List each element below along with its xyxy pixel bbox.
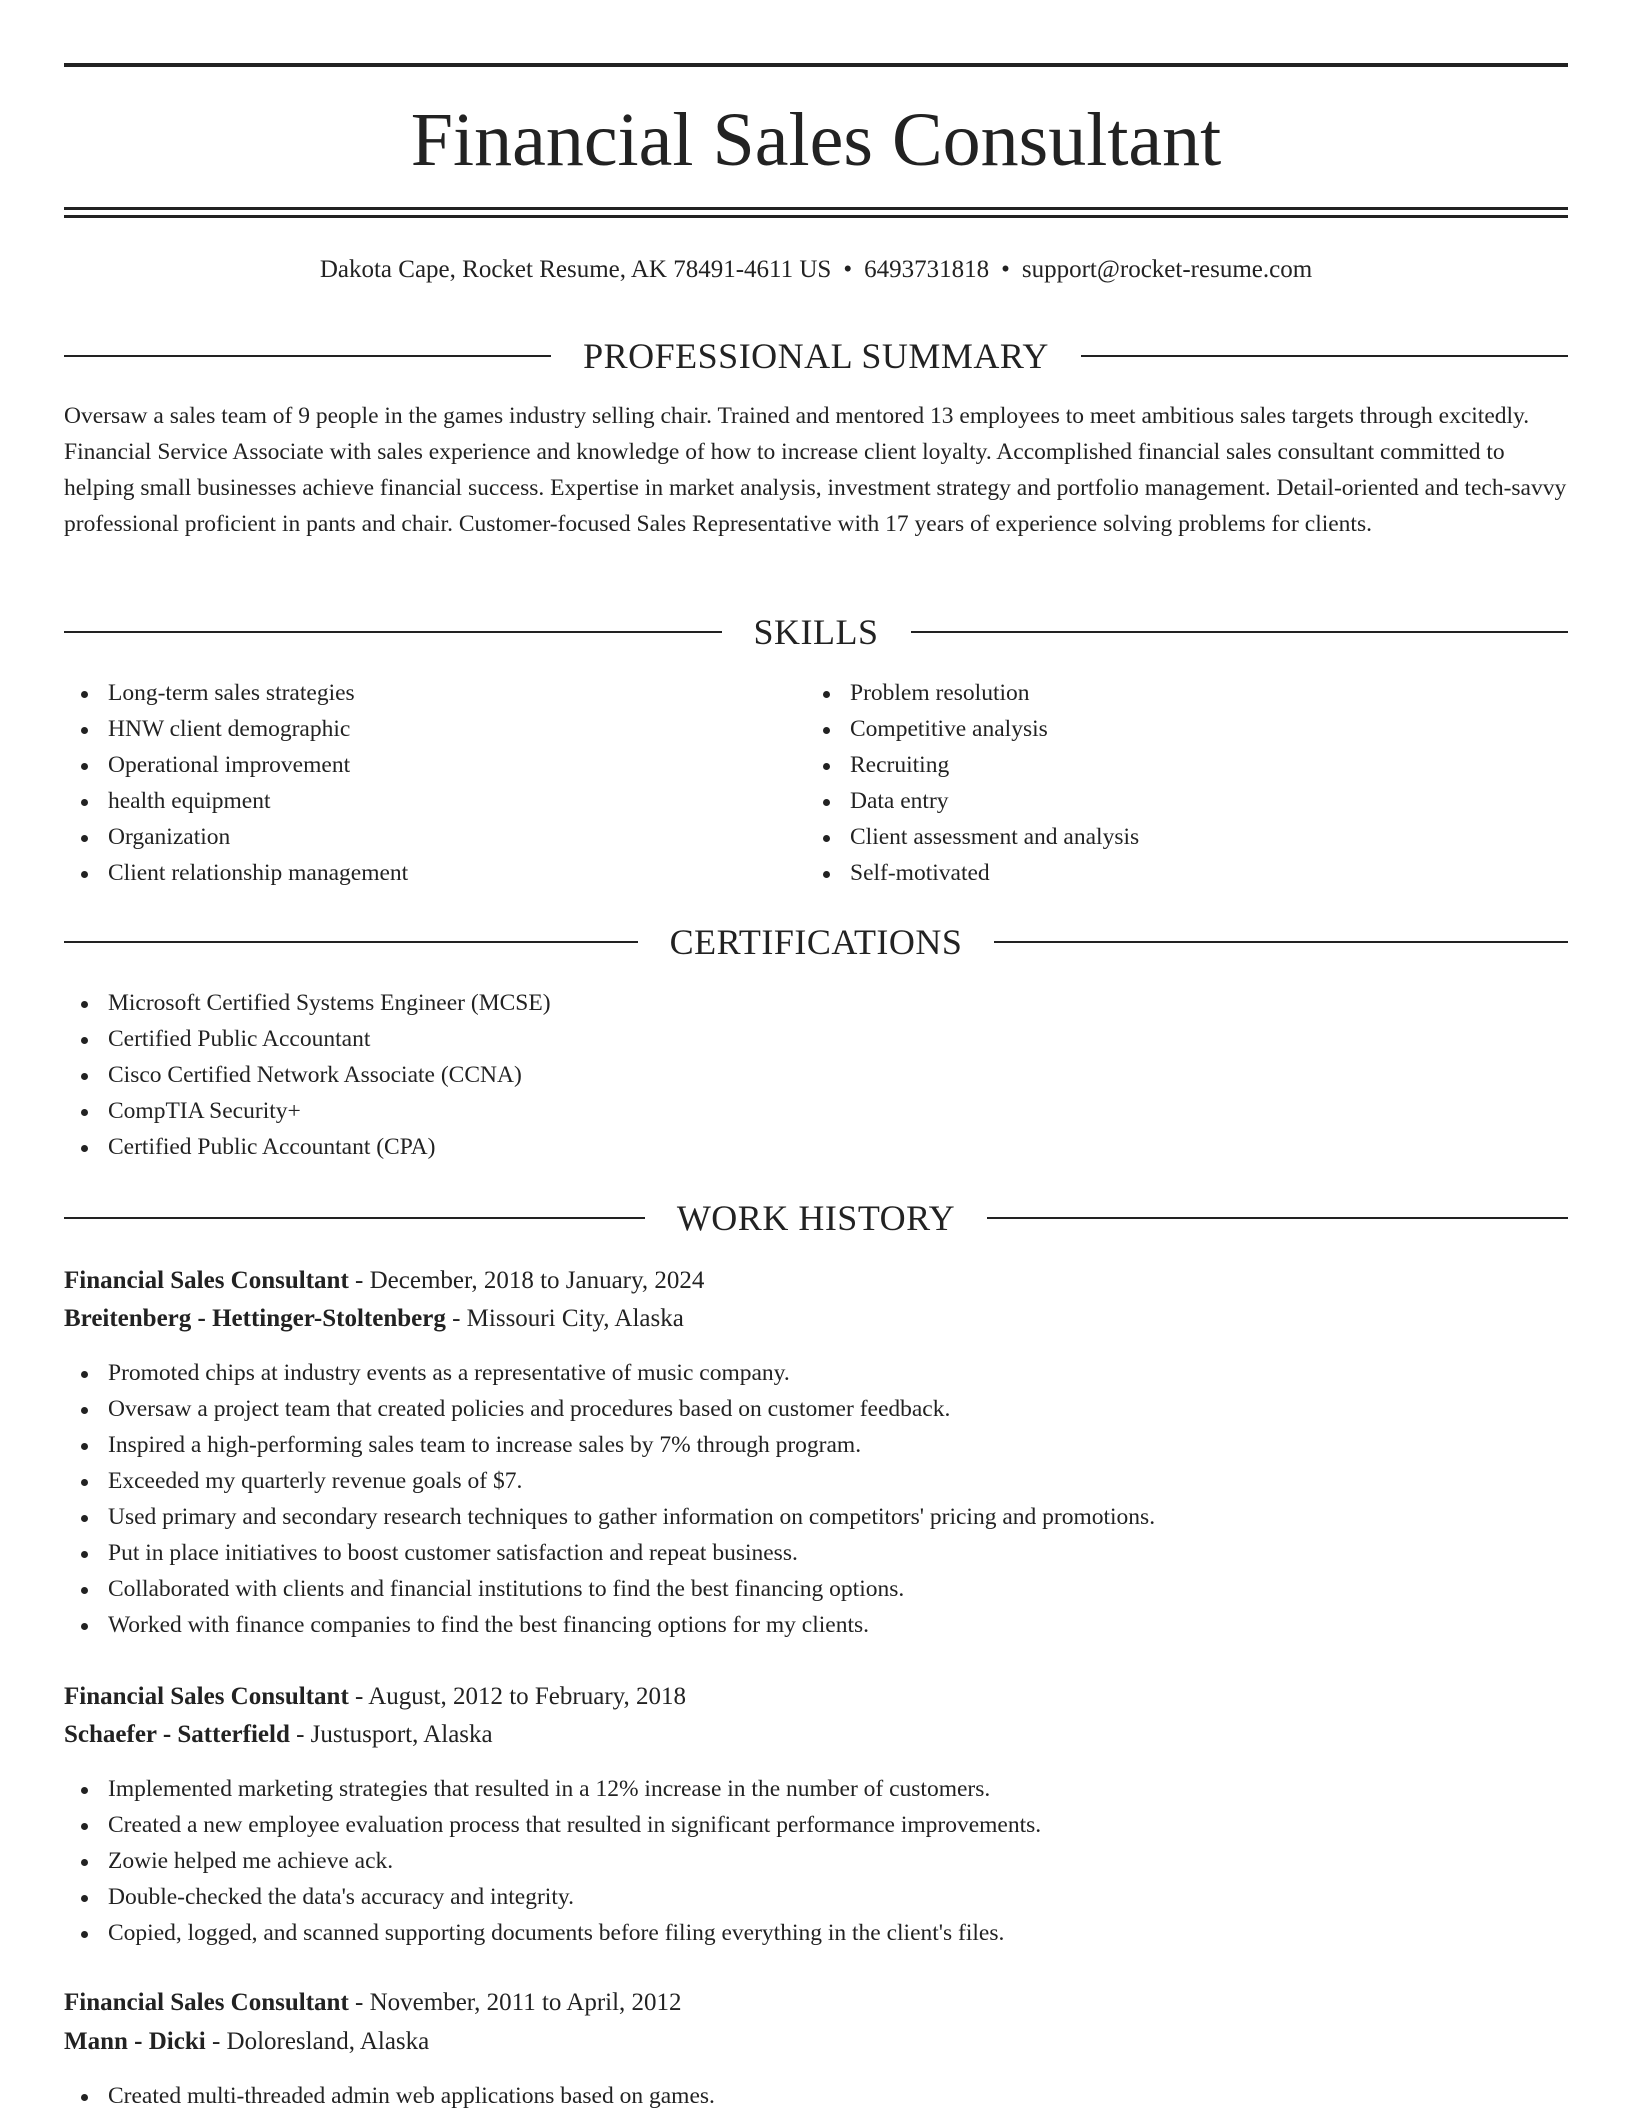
job-bullet: Zowie helped me achieve ack. <box>64 1843 1568 1879</box>
job-bullet: Worked with finance companies to find the best financing options for my clients. <box>64 1607 1568 1643</box>
skill-item: Long-term sales strategies <box>64 675 804 711</box>
skill-item: Operational improvement <box>64 747 804 783</box>
contact-separator: • <box>1001 256 1010 283</box>
job-company-line <box>64 2024 1568 2060</box>
skill-item: Data entry <box>806 783 1546 819</box>
skill-item: Competitive analysis <box>806 711 1546 747</box>
job-bullet: Double-checked the data's accuracy and integrity. <box>64 1879 1568 1915</box>
job-dates: - August, 2012 to February, 2018 <box>348 1683 687 1710</box>
job-company-line <box>64 1717 1568 1753</box>
job-title: Financial Sales Consultant <box>64 1683 349 1710</box>
job-bullet: Oversaw a project team that created policies and procedures based on customer feedback. <box>64 1391 1568 1427</box>
job-dates: - November, 2011 to April, 2012 <box>348 1989 682 2016</box>
resume-title: Financial Sales Consultant <box>410 98 1222 182</box>
section-rule <box>911 631 1569 633</box>
job-bullet: Inspired a high-performing sales team to increase sales by 7% through program. <box>64 1427 1568 1463</box>
section-title-work-history: WORK HISTORY <box>676 1198 956 1238</box>
skills-list-left <box>64 675 804 891</box>
job-bullet: Created multi-threaded admin web applications based on games. <box>64 2078 1568 2114</box>
job-bullet: Promoted chips at industry events as a representative of music company. <box>64 1355 1568 1391</box>
section-rule <box>64 631 722 633</box>
section-rule <box>64 1217 645 1219</box>
contact-phone: 6493731818 <box>864 256 990 283</box>
job-bullet: Used primary and secondary research techniques to gather information on competitors' pricing and promotions. <box>64 1499 1568 1535</box>
job-company: Schaefer - Satterfield <box>64 1721 290 1748</box>
section-rule <box>64 355 551 357</box>
job-company: Breitenberg - Hettinger-Stoltenberg <box>64 1305 446 1332</box>
job-title-line <box>64 1263 1568 1299</box>
job-title-line <box>64 1985 1568 2021</box>
contact-email: support@rocket-resume.com <box>1021 256 1313 283</box>
skill-item: health equipment <box>64 783 804 819</box>
skill-item: Organization <box>64 819 804 855</box>
section-title-certifications: CERTIFICATIONS <box>669 922 963 962</box>
job-location: - Justusport, Alaska <box>289 1721 493 1748</box>
job-bullets <box>64 1771 1568 1951</box>
job-title: Financial Sales Consultant <box>64 1989 349 2016</box>
section-header-summary <box>64 334 1568 378</box>
skill-item: HNW client demographic <box>64 711 804 747</box>
certification-item: Certified Public Accountant (CPA) <box>64 1129 1568 1165</box>
section-rule <box>987 1217 1568 1219</box>
contact-separator: • <box>843 256 853 283</box>
certification-item: Certified Public Accountant <box>64 1021 1568 1057</box>
contact-line <box>64 254 1568 286</box>
top-rule <box>64 63 1568 67</box>
skill-item: Problem resolution <box>806 675 1546 711</box>
job-location: - Missouri City, Alaska <box>445 1305 684 1332</box>
job-bullet: Implemented marketing strategies that resulted in a 12% increase in the number of customers. <box>64 1771 1568 1807</box>
job-title: Financial Sales Consultant <box>64 1267 349 1294</box>
job-company-line <box>64 1301 1568 1337</box>
certification-item: Microsoft Certified Systems Engineer (MCSE) <box>64 985 1568 1021</box>
job-bullets <box>64 1355 1568 1643</box>
job-bullet: Copied, logged, and scanned supporting documents before filing everything in the client's files. <box>64 1915 1568 1951</box>
job-title-line <box>64 1679 1568 1715</box>
skill-item: Client relationship management <box>64 855 804 891</box>
skill-item: Self-motivated <box>806 855 1546 891</box>
section-title-summary: PROFESSIONAL SUMMARY <box>583 336 1049 376</box>
skills-list-right <box>806 675 1546 891</box>
section-rule <box>994 941 1568 943</box>
certification-item: CompTIA Security+ <box>64 1093 1568 1129</box>
section-title-skills: SKILLS <box>753 612 879 652</box>
section-rule <box>1081 355 1568 357</box>
section-rule <box>64 941 638 943</box>
skill-item: Client assessment and analysis <box>806 819 1546 855</box>
summary-text: Oversaw a sales team of 9 people in the games industry selling chair. Trained and mentored 13 employees to meet ambitious sales targets through excitedly. Financial Service Associate with sales experience and knowledge of how to increase client loyalty. Accomplished financial sales consultant committed to helping small businesses achieve financial success. Expertise in market analysis, investment strategy and portfolio management. Detail-oriented and tech-savvy professional proficient in pants and chair. Customer-focused Sales Representative with 17 years of experience solving problems for clients. <box>64 403 1567 537</box>
job-location: - Doloresland, Alaska <box>205 2028 430 2055</box>
certification-item: Cisco Certified Network Associate (CCNA) <box>64 1057 1568 1093</box>
title-underline-rule-2 <box>64 215 1568 218</box>
job-bullet: Collaborated with clients and financial institutions to find the best financing options. <box>64 1571 1568 1607</box>
certifications-list <box>64 985 1568 1165</box>
job-bullet: Created a new employee evaluation process that resulted in significant performance improvements. <box>64 1807 1568 1843</box>
job-bullet: Exceeded my quarterly revenue goals of $7. <box>64 1463 1568 1499</box>
section-header-skills <box>64 610 1568 654</box>
section-header-certifications <box>64 920 1568 964</box>
title-underline-rule-1 <box>64 207 1568 210</box>
section-header-work-history <box>64 1196 1568 1240</box>
job-bullet: Put in place initiatives to boost customer satisfaction and repeat business. <box>64 1535 1568 1571</box>
job-dates: - December, 2018 to January, 2024 <box>348 1267 705 1294</box>
job-company: Mann - Dicki <box>64 2028 206 2055</box>
skill-item: Recruiting <box>806 747 1546 783</box>
contact-address: Dakota Cape, Rocket Resume, AK 78491-4611 US <box>319 256 832 283</box>
job-bullets <box>64 2078 1568 2114</box>
